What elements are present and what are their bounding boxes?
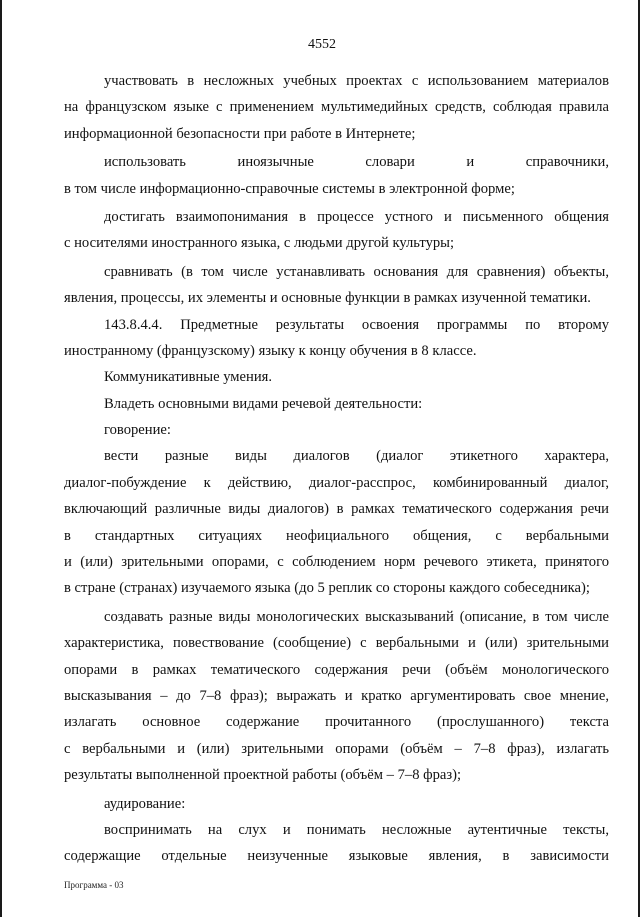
text-line: участвовать в несложных учебных проектах с использованием материалов (104, 73, 609, 89)
text-line: в стране (странах) изучаемого языка (до 5 реплик со стороны каждого собеседника); (64, 580, 590, 597)
text-line: опорами в рамках тематического содержания речи (объём монологического (64, 661, 609, 678)
text-line: аудирование: (104, 795, 186, 812)
text-line: Владеть основными видами речевой деятельности: (104, 395, 423, 412)
text-line: в том числе информационно-справочные системы в электронной форме; (64, 180, 515, 197)
text-line: на французском языке с применением мультимедийных средств, соблюдая правила (64, 99, 609, 116)
text-line: Коммуникативные умения. (104, 369, 272, 386)
text-line: диалог-побуждение к действию, диалог-расспрос, комбинированный диалог, (64, 474, 609, 491)
text-line: вести разные виды диалогов (диалог этикетного характера, (104, 448, 609, 465)
text-line: информационной безопасности при работе в Интернете; (64, 125, 416, 142)
document-body (64, 68, 609, 870)
text-line: достигать взаимопонимания в процессе устного и письменного общения (104, 208, 609, 225)
footer-label: Программа - 03 (64, 880, 124, 890)
text-line: и (или) зрительными опорами, с соблюдением норм речевого этикета, принятого (64, 554, 609, 571)
text-line: характеристика, повествование (сообщение) с вербальными и (или) зрительными (64, 635, 609, 652)
text-line: 143.8.4.4. Предметные результаты освоения программы по второму (104, 316, 609, 333)
text-line: говорение: (104, 422, 171, 439)
page-number: 4552 (308, 37, 336, 52)
text-line: с вербальными и (или) зрительными опорами (объём – 7–8 фраз), излагать (64, 740, 609, 757)
text-line: явления, процессы, их элементы и основные функции в рамках изученной тематики. (64, 290, 591, 307)
text-line: с носителями иностранного языка, с людьми другой культуры; (64, 235, 455, 252)
text-line: создавать разные виды монологических высказываний (описание, в том числе (104, 608, 609, 625)
text-line: использовать иноязычные словари и справочники, (104, 154, 609, 171)
text-line: высказывания – до 7–8 фраз); выражать и кратко аргументировать свое мнение, (64, 687, 609, 704)
text-line: в стандартных ситуациях неофициального общения, с вербальными (64, 527, 609, 544)
text-line: результаты выполненной проектной работы (объём – 7–8 фраз); (64, 767, 462, 784)
text-line: включающий различные виды диалогов) в рамках тематического содержания речи (64, 501, 609, 518)
text-line: содержащие отдельные неизученные языковые явления, в зависимости (64, 848, 609, 865)
text-line: иностранному (французскому) языку к концу обучения в 8 классе. (64, 342, 477, 359)
text-line: излагать основное содержание прочитанного (прослушанного) текста (64, 714, 609, 731)
text-line: воспринимать на слух и понимать несложные аутентичные тексты, (104, 821, 609, 838)
text-line: сравнивать (в том числе устанавливать основания для сравнения) объекты, (104, 263, 609, 280)
